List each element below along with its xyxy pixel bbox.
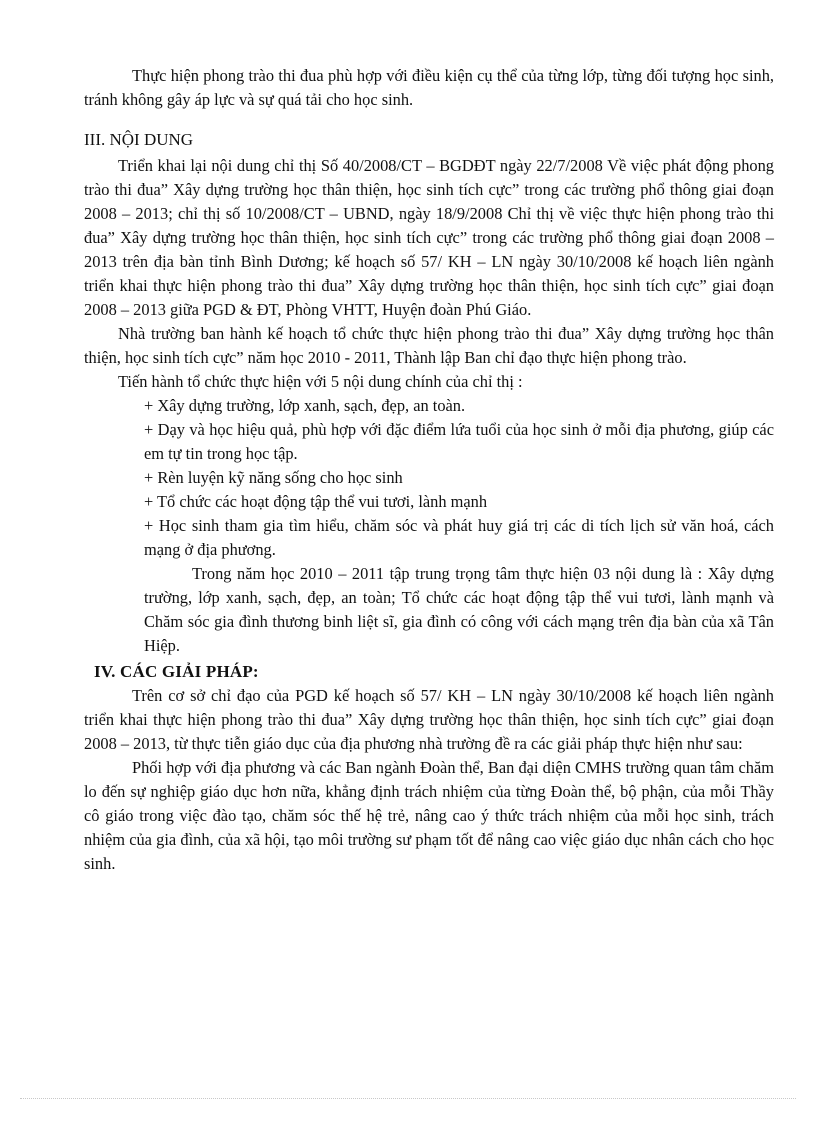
list-item: + Dạy và học hiệu quả, phù hợp với đặc điểm lứa tuổi của học sinh ở mỗi địa phương, giúp các em tự tin trong học tập. bbox=[144, 420, 774, 463]
section-4-paragraph-2: Phối hợp với địa phương và các Ban ngành Đoàn thể, Ban đại diện CMHS trường quan tâm chăm lo đến sự nghiệp giáo dục hơn nữa, khẳng định trách nhiệm của từng Đoàn thể, bộ phận, của mỗi Thầy cô giáo trong việc đào tạo, chăm sóc thế hệ trẻ, nâng cao ý thức trách nhiệm của mỗi học sinh, trách nhiệm của gia đình, của xã hội, tạo môi trường sư phạm tốt để nâng cao việc giáo dục nhân cách cho học sinh. bbox=[84, 758, 774, 873]
section-4-paragraph-1: Trên cơ sở chỉ đạo của PGD kế hoạch số 57/ KH – LN ngày 30/10/2008 kế hoạch liên ngành triển khai thực hiện phong trào thi đua” Xây dựng trường học thân thiện, học sinh tích cực” giai đoạn 2008 – 2013, từ thực tiễn giáo dục của địa phương nhà trường đề ra các giải pháp thực hiện như sau: bbox=[84, 686, 774, 753]
section-3-paragraph-1: Triển khai lại nội dung chỉ thị Số 40/2008/CT – BGDĐT ngày 22/7/2008 Về việc phát động phong trào thi đua” Xây dựng trường học thân thiện, học sinh tích cực” trong các trường phổ thông giai đoạn 2008 – 2013; chỉ thị số 10/2008/CT – UBND, ngày 18/9/2008 Chỉ thị về việc thực hiện phong trào thi đua” Xây dựng trường học thân thiện, học sinh tích cực” trong các trường phổ thông giai đoạn 2008 – 2013 trên địa bàn tỉnh Bình Dương; kế hoạch số 57/ KH – LN ngày 30/10/2008 kế hoạch liên ngành triển khai thực hiện phong trào thi đua” Xây dựng trường học thân thiện, học sinh tích cực” giai đoạn 2008 – 2013 giữa PGD & ĐT, Phòng VHTT, Huyện đoàn Phú Giáo. bbox=[84, 156, 774, 319]
intro-paragraph: Thực hiện phong trào thi đua phù hợp với điều kiện cụ thể của từng lớp, từng đối tượng học sinh, tránh không gây áp lực và sự quá tải cho học sinh. bbox=[84, 66, 774, 109]
page-footer-divider bbox=[20, 1098, 796, 1099]
focus-block bbox=[144, 562, 774, 658]
content-list bbox=[144, 394, 774, 562]
list-item: + Học sinh tham gia tìm hiểu, chăm sóc và phát huy giá trị các di tích lịch sử văn hoá, cách mạng ở địa phương. bbox=[144, 516, 774, 559]
list-item: + Tổ chức các hoạt động tập thể vui tươi, lành mạnh bbox=[144, 492, 488, 511]
document-page bbox=[84, 64, 774, 876]
section-3-paragraph-2: Nhà trường ban hành kế hoạch tổ chức thực hiện phong trào thi đua” Xây dựng trường học thân thiện, học sinh tích cực” năm học 2010 - 2011, Thành lập Ban chỉ đạo thực hiện phong trào. bbox=[84, 324, 774, 367]
section-3-paragraph-3: Tiến hành tổ chức thực hiện với 5 nội dung chính của chỉ thị : bbox=[118, 372, 523, 391]
section-3-title: III. NỘI DUNG bbox=[84, 130, 194, 149]
list-item: + Rèn luyện kỹ năng sống cho học sinh bbox=[144, 468, 403, 487]
section-4-title: IV. CÁC GIẢI PHÁP: bbox=[94, 662, 259, 681]
list-item: + Xây dựng trường, lớp xanh, sạch, đẹp, an toàn. bbox=[144, 396, 466, 415]
focus-paragraph: Trong năm học 2010 – 2011 tập trung trọng tâm thực hiện 03 nội dung là : Xây dựng trường, lớp xanh, sạch, đẹp, an toàn; Tổ chức các hoạt động tập thể vui tươi, lành mạnh và Chăm sóc gia đình thương binh liệt sĩ, gia đình có công với cách mạng trên địa bàn của xã Tân Hiệp. bbox=[144, 564, 774, 655]
